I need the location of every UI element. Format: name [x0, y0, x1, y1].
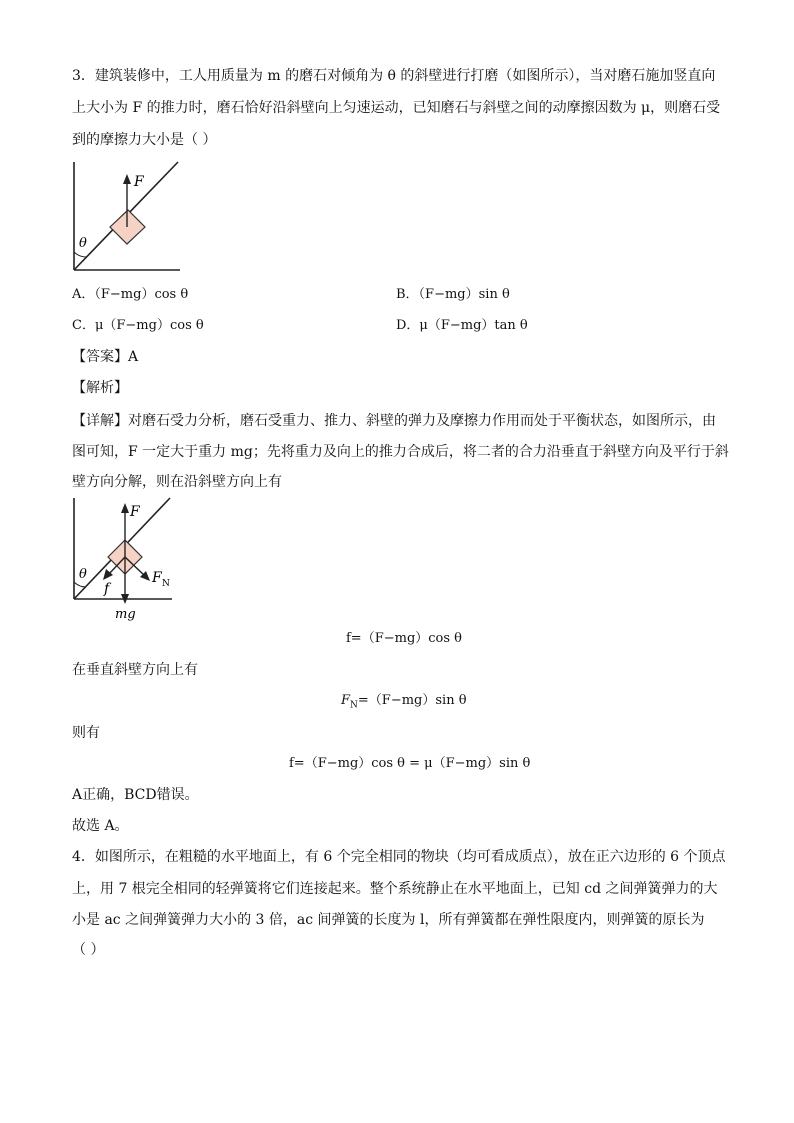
gravity-label: mg — [115, 607, 136, 622]
q3-line-1: 3．建筑装修中，工人用质量为 m 的磨石对倾角为 θ 的斜壁进行打磨（如图所示），当对磨石施加竖直向 — [72, 68, 716, 84]
normal-force-label: F — [152, 570, 162, 586]
option-b: B．（F−mg）sin θ — [396, 287, 510, 302]
conclusion-text: A正确，BCD错误。 — [72, 787, 199, 803]
figure-incline-1 — [70, 160, 182, 274]
equation-1: f=（F−mg）cos θ — [346, 631, 463, 646]
friction-label: f — [104, 581, 110, 597]
then-text: 则有 — [72, 725, 100, 741]
option-a: A．（F−mg）cos θ — [72, 287, 189, 302]
force-arrowhead — [121, 503, 129, 513]
q3-line-3: 到的摩擦力大小是（ ） — [72, 132, 217, 148]
detail-line-3: 壁方向分解，则在沿斜壁方向上有 — [72, 474, 282, 490]
equation-2 — [341, 691, 467, 716]
detail-line-1: 【详解】对磨石受力分析，磨石受重力、推力、斜壁的弹力及摩擦力作用而处于平衡状态，如图所示，由 — [72, 413, 716, 429]
perpendicular-text: 在垂直斜壁方向上有 — [72, 662, 198, 678]
option-d: D．μ（F−mg）tan θ — [396, 318, 528, 333]
eq2-rest: =（F−mg）sin θ — [357, 693, 467, 708]
option-c: C．μ（F−mg）cos θ — [72, 318, 204, 333]
detail-line-2: 图可知，F 一定大于重力 mg；先将重力及向上的推力合成后，将二者的合力沿垂直于斜壁方向及平行于斜 — [72, 444, 729, 460]
equation-3: f=（F−mg）cos θ = μ（F−mg）sin θ — [289, 756, 531, 771]
eq2-subscript: N — [350, 700, 358, 711]
angle-label: θ — [79, 236, 87, 251]
normal-force-subscript: N — [162, 579, 170, 589]
figure-incline-2 — [70, 496, 178, 624]
choice-text: 故选 A。 — [72, 818, 129, 834]
angle-label: θ — [79, 567, 87, 582]
analysis-header: 【解析】 — [72, 380, 128, 396]
force-label: F — [134, 174, 144, 190]
q3-line-2: 上大小为 F 的推力时，磨石恰好沿斜壁向上匀速运动，已知磨石与斜壁之间的动摩擦因数为 μ，则磨石受 — [72, 100, 721, 116]
q4-line-2: 上，用 7 根完全相同的轻弹簧将它们连接起来。整个系统静止在水平地面上，已知 cd 之间弹簧弹力的大 — [72, 881, 718, 897]
force-label: F — [130, 504, 140, 520]
q4-line-4: （ ） — [72, 942, 105, 958]
answer-label: 【答案】A — [72, 349, 139, 365]
q4-line-1: 4．如图所示，在粗糙的水平地面上，有 6 个完全相同的物块（均可看成质点），放在正六边形的 6 个顶点 — [72, 849, 726, 865]
q4-line-3: 小是 ac 之间弹簧弹力大小的 3 倍，ac 间弹簧的长度为 l，所有弹簧都在弹性限度内，则弹簧的原长为 — [72, 912, 705, 928]
eq2-symbol: F — [341, 693, 351, 708]
angle-arc — [74, 252, 87, 257]
angle-arc — [74, 582, 86, 587]
force-arrowhead — [123, 174, 131, 184]
